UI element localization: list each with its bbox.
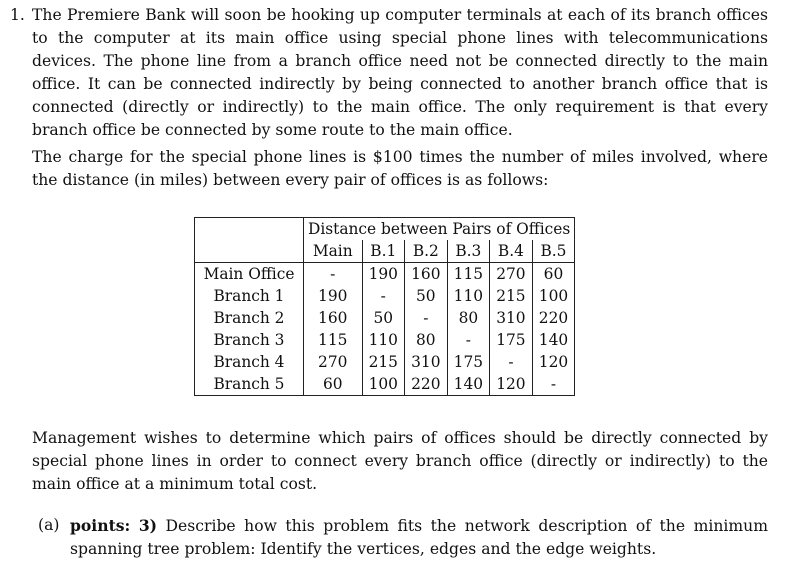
col-header-b3: B.3 bbox=[447, 240, 490, 263]
table-cell: 140 bbox=[532, 329, 575, 351]
row-label-branch-3: Branch 3 bbox=[195, 329, 304, 351]
table-cell: 115 bbox=[304, 329, 363, 351]
col-header-main: Main bbox=[304, 240, 363, 263]
table-cell: 110 bbox=[447, 285, 490, 307]
table-cell: 270 bbox=[304, 351, 363, 373]
table-cell: - bbox=[362, 285, 405, 307]
table-cell: 100 bbox=[532, 285, 575, 307]
table-cell: 160 bbox=[405, 263, 448, 286]
col-header-b4: B.4 bbox=[490, 240, 533, 263]
part-a-points-label: points: bbox=[70, 516, 131, 535]
row-label-main-office: Main Office bbox=[195, 263, 304, 286]
table-cell: - bbox=[405, 307, 448, 329]
row-label-branch-4: Branch 4 bbox=[195, 351, 304, 373]
table-cell: 190 bbox=[362, 263, 405, 286]
table-header-row bbox=[195, 240, 575, 263]
table-cell: 220 bbox=[405, 373, 448, 396]
table-corner-cell bbox=[195, 218, 304, 241]
table-cell: 160 bbox=[304, 307, 363, 329]
part-a-text: Describe how this problem fits the network description of the minimum spanning tree problem: Identify the vertices, edges and the edge weights. bbox=[70, 517, 768, 558]
table-cell: 80 bbox=[447, 307, 490, 329]
part-a-points-value: 3) bbox=[138, 516, 158, 535]
row-label-branch-5: Branch 5 bbox=[195, 373, 304, 396]
distance-table bbox=[194, 217, 575, 396]
table-cell: 60 bbox=[532, 263, 575, 286]
row-label-branch-2: Branch 2 bbox=[195, 307, 304, 329]
table-cell: - bbox=[304, 263, 363, 286]
table-cell: 270 bbox=[490, 263, 533, 286]
table-cell: 175 bbox=[447, 351, 490, 373]
charge-paragraph: The charge for the special phone lines is $100 times the number of miles involved, where the distance (in miles) between every pair of offices is as follows: bbox=[32, 148, 768, 189]
part-a-question bbox=[70, 514, 768, 561]
table-cell: 50 bbox=[405, 285, 448, 307]
part-a-label: (a) bbox=[38, 516, 60, 534]
table-cell: 80 bbox=[405, 329, 448, 351]
col-header-b2: B.2 bbox=[405, 240, 448, 263]
table-row bbox=[195, 307, 575, 329]
problem-intro-paragraph: The Premiere Bank will soon be hooking up computer terminals at each of its branch offices to the computer at its main office using special phone lines with telecommunications devices. The phone line from a branch office need not be connected directly to the main office. It can be connected indirectly by being connected to another branch office that is connected (directly or indirectly) to the main office. The only requirement is that every branch office be connected by some route to the main office. bbox=[32, 6, 768, 139]
table-cell: 310 bbox=[405, 351, 448, 373]
table-cell: 120 bbox=[490, 373, 533, 396]
table-cell: - bbox=[490, 351, 533, 373]
table-cell: 120 bbox=[532, 351, 575, 373]
table-cell: 50 bbox=[362, 307, 405, 329]
table-cell: - bbox=[532, 373, 575, 396]
col-header-b5: B.5 bbox=[532, 240, 575, 263]
table-cell: 310 bbox=[490, 307, 533, 329]
table-row bbox=[195, 373, 575, 396]
col-header-b1: B.1 bbox=[362, 240, 405, 263]
table-cell: 110 bbox=[362, 329, 405, 351]
table-cell: 190 bbox=[304, 285, 363, 307]
table-caption: Distance between Pairs of Offices bbox=[304, 218, 575, 241]
table-cell: - bbox=[447, 329, 490, 351]
problem-number: 1. bbox=[10, 6, 25, 24]
management-paragraph: Management wishes to determine which pairs of offices should be directly connected by special phone lines in order to connect every branch office (directly or indirectly) to the main office at a minimum total cost. bbox=[32, 429, 768, 493]
table-row bbox=[195, 351, 575, 373]
table-cell: 215 bbox=[362, 351, 405, 373]
table-cell: 220 bbox=[532, 307, 575, 329]
table-cell: 175 bbox=[490, 329, 533, 351]
row-label-branch-1: Branch 1 bbox=[195, 285, 304, 307]
table-cell: 115 bbox=[447, 263, 490, 286]
table-cell: 140 bbox=[447, 373, 490, 396]
table-cell: 100 bbox=[362, 373, 405, 396]
table-row bbox=[195, 263, 575, 286]
table-row bbox=[195, 285, 575, 307]
table-cell: 215 bbox=[490, 285, 533, 307]
table-row bbox=[195, 329, 575, 351]
table-cell: 60 bbox=[304, 373, 363, 396]
